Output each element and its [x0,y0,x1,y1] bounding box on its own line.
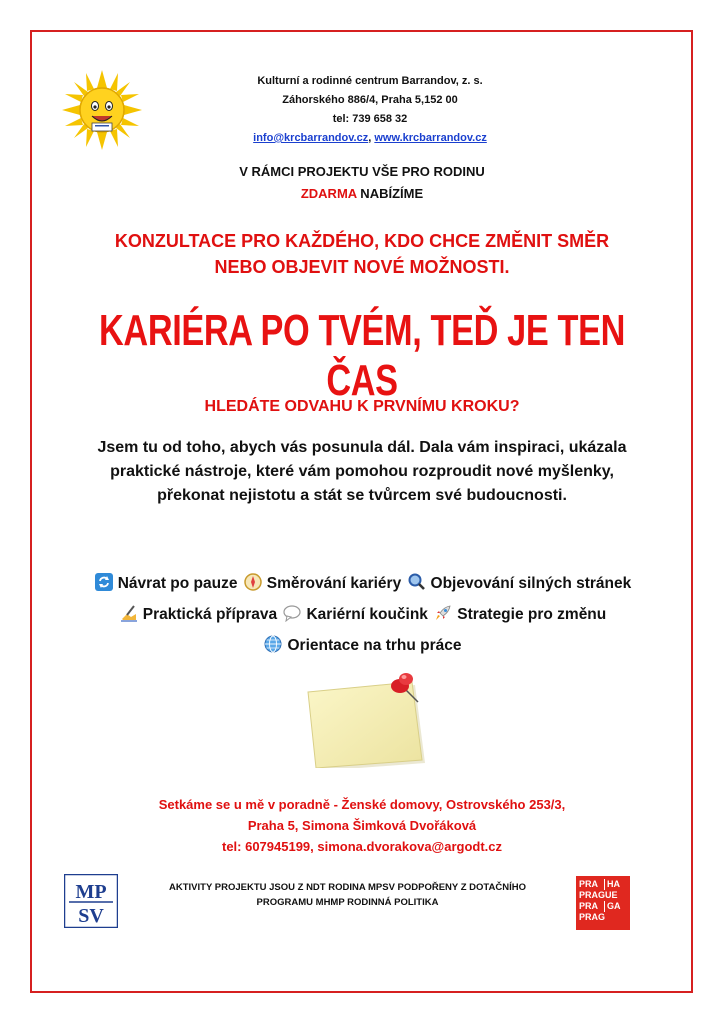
meeting-line-2: Praha 5, Simona Šimková Dvořáková [247,818,477,833]
service-label: Praktická příprava [142,606,278,623]
body-text: Jsem tu od toho, abych vás posunula dál. Dala vám inspiraci, ukázala praktické nástroje, které vám pomohou rozproudit nové myšlenky, překonat nejistotu a stát se tvůrcem své budoucnosti. [97,439,627,504]
free-word: ZDARMA [300,186,357,201]
consultation-heading [0,228,724,280]
footer-line-1: AKTIVITY PROJEKTU JSOU Z NDT RODINA MPSV PODPOŘENY Z DOTAČNÍHO [169,882,526,893]
meeting-info [110,794,614,857]
org-web-link[interactable]: www.krcbarrandov.cz [374,132,487,144]
mpsv-logo [64,874,118,928]
question-heading: HLEDÁTE ODVAHU K PRVNÍMU KROKU? [204,398,520,415]
writing-hand-icon [120,604,138,622]
service-item [262,637,461,654]
services-list [80,568,644,661]
praha-logo-text: PRAG [579,912,606,922]
organization-header [190,72,550,148]
footer-line-2: PROGRAMU MHMP RODINNÁ POLITIKA [256,897,439,908]
repeat-icon [95,573,113,591]
service-label: Orientace na trhu práce [287,637,462,654]
service-label: Návrat po pauze [117,575,238,592]
service-item [118,606,282,623]
service-label: Objevování silných stránek [430,575,632,592]
rocket-icon [434,604,452,622]
compass-icon [244,573,262,591]
praha-logo-text: PRAGUE [579,890,618,900]
service-item [93,575,242,592]
project-line: V RÁMCI PROJEKTU VŠE PRO RODINU [239,164,485,179]
org-contact-separator: , [368,132,372,144]
service-label: Strategie pro změnu [457,606,607,623]
service-label: Směrování kariéry [266,575,402,592]
org-phone: tel: 739 658 32 [332,113,408,125]
service-item [432,606,606,623]
meeting-line-1: Setkáme se u mě v poradně - Ženské domovy, Ostrovského 253/3, [158,797,566,812]
praha-logo-text: PRA [579,901,605,912]
service-label: Kariérní koučink [306,606,428,623]
org-email-link[interactable]: info@krcbarrandov.cz [253,132,369,144]
sticky-note-image [300,668,440,768]
praha-logo-text: PRA [579,879,605,890]
service-item [281,606,432,623]
mpsv-bottom-text: SV [78,905,104,927]
service-item [406,575,632,592]
main-headline: KARIÉRA PO TVÉM, TEĎ JE TEN ČAS [99,306,625,405]
offer-line [0,186,724,201]
mpsv-top-text: MP [75,881,107,903]
praha-logo-text: GA [607,901,621,911]
praha-logo-text: HA [607,879,620,889]
magnifier-icon [408,573,426,591]
org-address: Záhorského 886/4, Praha 5,152 00 [282,94,458,106]
praha-logo [576,876,630,930]
speech-bubble-icon [283,604,301,622]
service-item [242,575,406,592]
meeting-line-3: tel: 607945199, simona.dvorakova@argodt.cz [221,839,503,854]
consultation-line-2: NEBO OBJEVIT NOVÉ MOŽNOSTI. [214,257,510,277]
org-name: Kulturní a rodinné centrum Barrandov, z. s. [257,75,483,87]
footer-note [130,880,565,910]
sun-logo [62,70,142,150]
consultation-line-1: KONZULTACE PRO KAŽDÉHO, KDO CHCE ZMĚNIT SMĚR [114,231,610,251]
globe-icon [264,635,282,653]
offer-word: NABÍZÍME [356,186,424,201]
